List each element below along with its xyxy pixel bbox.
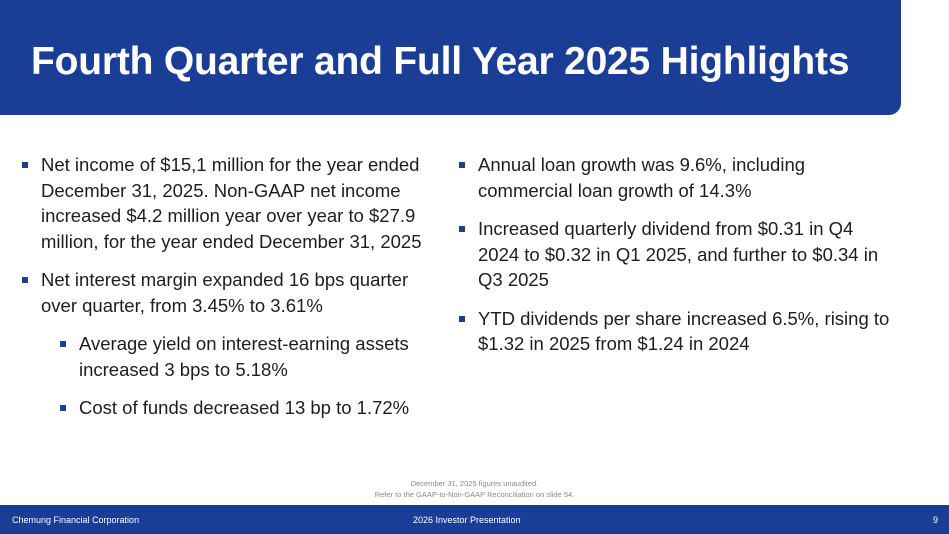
- bullet-text: YTD dividends per share increased 6.5%, rising to $1.32 in 2025 from $1.24 in 2024: [478, 307, 890, 354]
- right-column: [455, 152, 895, 370]
- footnote: [0, 478, 949, 500]
- square-bullet-icon: [459, 162, 465, 168]
- square-bullet-icon: [22, 162, 28, 168]
- bullet-ytd-dividends: [455, 306, 895, 357]
- bullet-text: Net income of $15,1 million for the year ended December 31, 2025. Non-GAAP net income increased $4.2 million year over year to $27.9 million, for the year ended December 31, 2025: [41, 154, 422, 252]
- bullet-text: Net interest margin expanded 16 bps quarter over quarter, from 3.45% to 3.61%: [41, 269, 409, 316]
- slide-title: Fourth Quarter and Full Year 2025 Highlights: [31, 40, 850, 83]
- title-banner: [0, 0, 901, 115]
- bullet-net-income: [18, 152, 448, 254]
- left-column: [18, 152, 448, 434]
- page-number: 9: [932, 515, 938, 525]
- footnote-line: December 31, 2025 figures unaudited.: [410, 479, 539, 488]
- footer-presentation-title: 2026 Investor Presentation: [413, 515, 521, 525]
- bullet-text: Cost of funds decreased 13 bp to 1.72%: [79, 397, 410, 418]
- footer-bar: [0, 505, 949, 534]
- bullet-dividend-increase: [455, 216, 895, 293]
- bullet-text: Increased quarterly dividend from $0.31 in Q4 2024 to $0.32 in Q1 2025, and further to $0.34 in Q3 2025: [478, 218, 879, 290]
- bullet-net-interest-margin: [18, 267, 448, 318]
- square-bullet-icon: [459, 226, 465, 232]
- sub-bullet-average-yield: [56, 331, 448, 382]
- bullet-text: Average yield on interest-earning assets increased 3 bps to 5.18%: [79, 333, 409, 380]
- square-bullet-icon: [22, 277, 28, 283]
- square-bullet-icon: [459, 316, 465, 322]
- bullet-text: Annual loan growth was 9.6%, including commercial loan growth of 14.3%: [478, 154, 806, 201]
- square-bullet-icon: [60, 341, 66, 347]
- square-bullet-icon: [60, 405, 66, 411]
- bullet-loan-growth: [455, 152, 895, 203]
- footer-company: Chemung Financial Corporation: [12, 515, 140, 525]
- sub-bullet-cost-of-funds: [56, 395, 448, 421]
- footnote-line: Refer to the GAAP-to-Non-GAAP Reconciliation on slide 54.: [374, 490, 575, 499]
